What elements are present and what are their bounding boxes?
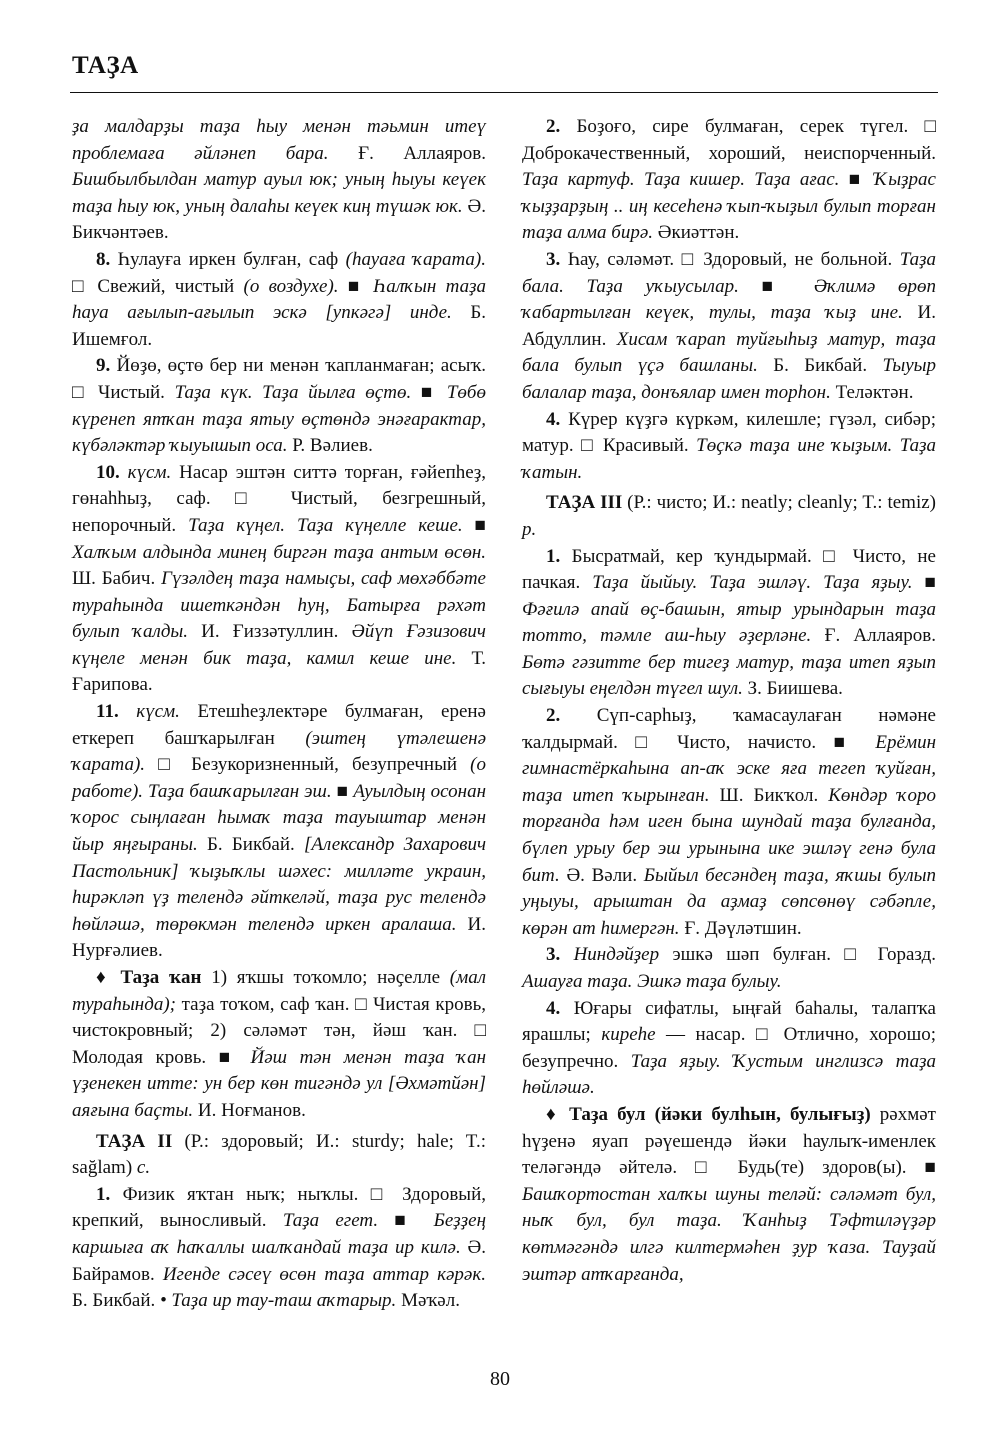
- example: [Александр Захарович Пастольник] ҡыҙыҡлы шәхес: милләте украин, һирәкләп үҙ телендә әйткеләй, таҙа рус телендә һөйләшә, төрөкмән телендә иркен аралаша.: [72, 834, 487, 935]
- sense-number: 8.: [96, 248, 111, 270]
- definition: Күрер күҙгә күркәм, килешле; гүзәл, сибәр; матур. □ Красивый.: [522, 408, 936, 457]
- example: Таҙа бала. Таҙа уҡыусылар.: [522, 248, 936, 297]
- left-para-1: [72, 114, 486, 247]
- example: ■ Төбө күренеп ятҡан таҙа ятыу өҫтөндә энәғарактар, күбәләктәр ҡыуышып оса.: [72, 381, 486, 457]
- definition: Етешһеҙлектәре булмаған, еренә еткереп башҡарылған: [72, 701, 486, 749]
- definition: Боҙоғо, сире булмаған, серек түгел. □ Доброкачественный, хороший, неиспорченный.: [522, 116, 936, 164]
- source: И. Ғиззәтуллин.: [188, 621, 352, 643]
- phrase-headword: Таҙа бул (йәки булһын, булығыҙ): [569, 1103, 871, 1125]
- source: Әкиәттән.: [653, 222, 740, 244]
- definition: Физик яҡтан ныҡ; ныҡлы. □ Здоровый, крепкий, выносливый.: [72, 1183, 486, 1232]
- source: Б. Ишемғол.: [72, 302, 486, 350]
- source: Мәҡәл.: [396, 1290, 460, 1312]
- right-para-3: [522, 407, 936, 487]
- example: ■ Ауылдың осонан ҡорос сыңлаған һымаҡ таҙа тауыштар менән йыр яңғыраны.: [72, 780, 486, 856]
- proverb: • Таҙа ир тау-таш аҡтарыр.: [160, 1290, 397, 1312]
- right-para-6: [522, 703, 936, 942]
- example: Тыуыр балалар таҙа, донъялар имен торһон.: [522, 355, 937, 403]
- left-para-7: [72, 1129, 486, 1182]
- left-column: [72, 114, 486, 1315]
- example: ■ Йәш тән менән таҙа ҡан үҙенекен итте: ун бер көн тигәндә ул [Әхмәтйән] аяғына баҫты.: [72, 1046, 486, 1121]
- gloss: (һауаға ҡарата).: [345, 248, 486, 270]
- source: Ә. Байрамов.: [72, 1236, 486, 1285]
- source: Ә. Вәли.: [559, 864, 644, 886]
- left-para-3: [72, 353, 486, 459]
- example: Таҙа йыйыу. Таҙа эшләү. Таҙа яҙыу.: [592, 572, 913, 594]
- source: Т. Ғарипова.: [72, 647, 486, 696]
- example: ■ Әҡлимә өрөп ҡабартылған кеүек, тулы, таҙа ҡыҙ ине.: [522, 275, 936, 324]
- example: Таҙа картуф. Таҙа кишер. Таҙа ағас.: [522, 169, 840, 191]
- left-para-6: [72, 965, 486, 1125]
- definition: Һау, сәләмәт. □ Здоровый, не больной.: [560, 248, 900, 270]
- example: Игенде сәсеү өсөн таҙа аттар кәрәк.: [162, 1263, 486, 1285]
- sense-number: 4.: [546, 408, 561, 430]
- sense-number: 2.: [546, 116, 561, 137]
- source: З. Биишева.: [742, 678, 843, 700]
- example: Ашауға таҙа. Эшкә таҙа булыу.: [522, 971, 782, 992]
- usage-label: киреһе: [601, 1024, 656, 1046]
- translation: □ Безукоризненный, безупречный: [145, 754, 471, 776]
- example: Таҙа күк. Таҙа йылға өҫтө.: [174, 381, 412, 403]
- definition: рәхмәт һүҙенә яуап рәүешендә йәки һаулыҡ-именлек теләгәндә әйтелә. □ Будь(те) здоров(ы).: [522, 1103, 936, 1179]
- page-number: 80: [490, 1368, 510, 1390]
- source: Ғ. Дәүләтшин.: [679, 917, 802, 939]
- example: Ниндәйҙер: [573, 944, 660, 966]
- gloss: (о воздухе).: [243, 275, 339, 297]
- entry-headword: ТАҘА II: [96, 1130, 173, 1152]
- example: Көндәр ҡоро торғанда һәм иген бына шундай таҙа булғанда, бүлеп урыу бер эш урынына ике эшләү генә була бит.: [522, 784, 936, 886]
- example: Таҙа яҙыу. Ҡустым инглизсә таҙа һөйләшә.: [522, 1050, 936, 1099]
- source: Р. Вәлиев.: [287, 435, 373, 457]
- source: Ғ. Аллаяров.: [328, 142, 486, 164]
- left-para-4: [72, 460, 486, 699]
- entry-headword: ТАҘА III: [546, 492, 623, 514]
- example: ■ Һалҡын таҙа һауа ағылып-ағылып эскә [упкәгә] инде.: [72, 275, 486, 324]
- example: ■ Халҡым алдында минең биргән таҙа антым өсөн.: [72, 514, 486, 563]
- header-rule: [70, 92, 938, 93]
- definition: [560, 944, 573, 965]
- example: Хисам ҡарап туйғыһыҙ матур, таҙа бала булып үҫә башланы.: [522, 328, 936, 377]
- definition: 1) яҡшы тоҡомло; нәҫелле: [201, 967, 450, 988]
- definition: эшкә шәп булған. □ Горазд.: [659, 944, 937, 966]
- definition: Йөҙө, өҫтө бер ни менән ҡапланмаған; асыҡ. □ Чистый.: [72, 355, 486, 403]
- definition: Юғары сифатлы, ыңғай баһалы, талапҡа ярашлы;: [522, 997, 936, 1046]
- example: Бишбылбылдан матур ауыл юк; уның һыуы кеүек таҙа һыу юк, уның далаһы кеүек киң түшәк юк.: [72, 169, 486, 217]
- usage-label: күсм.: [118, 701, 180, 723]
- example: Таҙа башҡарылған эш.: [143, 780, 332, 802]
- definition: Бысратмай, кер ҡундырмай. □ Чисто, не пачкая.: [522, 545, 936, 594]
- right-para-8: [522, 996, 936, 1102]
- entry-meta: (Р.: чисто; И.: neatly; cleanly; T.: temiz): [622, 492, 936, 514]
- sense-number: 1.: [96, 1183, 111, 1205]
- sense-number: 4.: [546, 997, 561, 1019]
- example: Бөтә гәзитте бер тигеҙ матур, таҙа итеп яҙып сығыуы еңелдән түгел шул.: [522, 651, 936, 700]
- sense-number: 2.: [546, 705, 561, 727]
- source: Б. Бикбай.: [72, 1290, 161, 1312]
- source: И. Нурғәлиев.: [72, 913, 486, 962]
- source: Ш. Бикҡол.: [709, 784, 829, 806]
- source: Теләктән.: [830, 381, 914, 403]
- example: Быйыл бесәндең таҙа, яҡшы булып уңыуы, арыштан да аҙмаҙ сөпсөнөү сәбәпле, көрән ат һимергән.: [522, 864, 936, 939]
- right-column: [522, 114, 936, 1288]
- source: Б. Бикбай.: [197, 834, 305, 856]
- example: Таҙа егет.: [282, 1210, 379, 1232]
- sense-number: 3.: [546, 944, 561, 966]
- left-para-5: [72, 699, 486, 965]
- phrase-headword: Таҙа ҡан: [120, 967, 202, 988]
- sense-number: 10.: [96, 461, 120, 483]
- source: Ш. Бабич.: [72, 568, 162, 590]
- left-para-2: [72, 247, 486, 353]
- usage-label: күсм.: [119, 461, 172, 483]
- source: И. Ноғманов.: [193, 1099, 306, 1121]
- sense-number: 9.: [96, 355, 111, 377]
- gloss: (мал тураһында);: [72, 967, 486, 1015]
- right-para-4: [522, 490, 936, 543]
- definition: — насар. □ Отлично, хорошо; безупречно.: [522, 1024, 936, 1072]
- sense-number: 1.: [546, 545, 561, 567]
- definition: таҙа тоҡом, саф ҡан. □ Чистая кровь, чистокровный; 2) сәләмәт тән, йәш ҡан. □ Молодая кровь.: [72, 993, 486, 1068]
- example: Таҙа күңел. Таҙа күңелле кеше.: [188, 514, 463, 536]
- gloss: (эштең үтәлешенә ҡарата).: [72, 727, 487, 776]
- example: ҙа малдарҙы таҙа һыу менән тәьмин итеү проблемаға әйләнеп бара.: [72, 116, 486, 164]
- diamond-icon: ♦: [96, 967, 121, 988]
- source: И. Абдуллин.: [522, 302, 936, 350]
- example: Төҫкә таҙа ине ҡыҙым. Таҙа ҡатын.: [522, 435, 936, 483]
- translation: □ Свежий, чистый: [72, 275, 244, 297]
- right-para-2: [522, 247, 936, 407]
- example: Гүзәлдең таҙа намыҫы, саф мөхәббәте тураһында ишеткәндән һуң, Батырға рәхәт булып ҡалды.: [72, 568, 486, 643]
- sense-number: 3.: [546, 248, 561, 270]
- source: Ә. Бикчәнтәев.: [72, 195, 486, 244]
- example: ■ Ерёмин гимнастёркаһына ап-аҡ эске яға тегеп ҡуйған, таҙа итеп ҡырынған.: [522, 731, 936, 806]
- source: Ғ. Аллаяров.: [811, 625, 936, 647]
- entry-meta: (Р.: здоровый; И.: sturdy; hale; T.: sağlam): [72, 1130, 486, 1179]
- definition: Насар эштән ситтә торған, ғәйепһеҙ, гөнаһһыҙ, саф. □ Чистый, безгрешный, непорочный.: [72, 461, 486, 536]
- example: ■ Фәғилә апай өҫ-башын, ятыр урындарын таҙа тотто, тәмле аш-һыу әҙерләне.: [522, 572, 937, 647]
- definition: Сүп-сарһыҙ, ҡамасаулаған нәмәне ҡалдырмай. □ Чисто, начисто.: [522, 705, 936, 753]
- example: ■ Ҡыҙрас ҡыҙҙарҙың .. иң кесеһенә ҡып-ҡыҙыл булып торған таҙа алма бирә.: [522, 169, 936, 244]
- left-para-8: [72, 1182, 486, 1315]
- example: ■ Башҡортостан халҡы шуны теләй: сәләмәт бул, ныҡ бул, бул таҙа. Ҡанһыҙ Тәфтиләүҙәр көтмәгәндә илгә килтермәһен ҙур ҡаза. Тауҙай эштәр атҡарғанда,: [522, 1157, 936, 1285]
- sense-number: 11.: [96, 701, 119, 723]
- running-head: ТАҘА: [72, 52, 139, 79]
- example: Әйүп Ғәзизович күңеле менән бик таҙа, камил кеше ине.: [72, 621, 486, 669]
- right-para-9: [522, 1102, 936, 1288]
- right-para-7: [522, 942, 936, 995]
- definition: Һулауға иркен булған, саф: [110, 248, 346, 270]
- gloss: (о работе).: [72, 754, 486, 802]
- right-para-5: [522, 544, 936, 704]
- right-para-1: [522, 114, 936, 247]
- part-of-speech: с.: [136, 1157, 151, 1179]
- example: ■ Беҙҙең каршыға аҡ һаҡаллы шалҡандай таҙа ир килә.: [72, 1210, 486, 1258]
- diamond-icon: ♦: [546, 1103, 570, 1125]
- source: Б. Бикбай.: [757, 355, 883, 377]
- part-of-speech: р.: [522, 518, 537, 540]
